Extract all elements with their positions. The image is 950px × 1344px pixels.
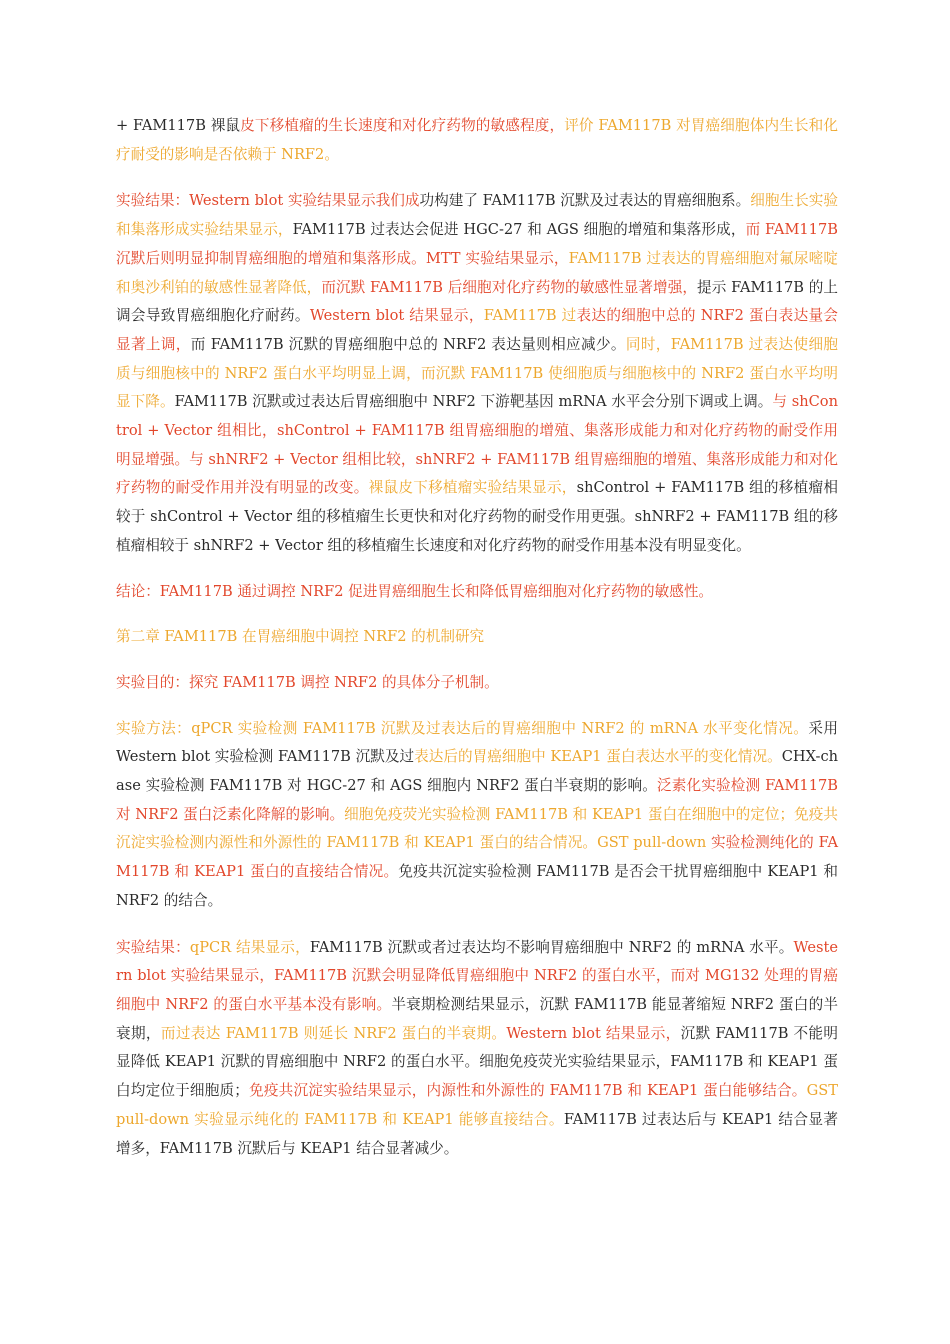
text-run: 同时，FAM117B 过表达使细胞质与细胞核中的 NRF2 蛋白水平均明显上调，而沉默 FAM117B 使细胞质与细胞核中的 NRF2 蛋白水平均明显下降。 <box>116 335 838 411</box>
text-run: 细胞免疫荧光实验检测 FAM117B 和 KEAP1 蛋白在细胞中的定位；免疫共沉淀实验检测内源性和外源性的 FAM117B 和 KEAP1 蛋白的结合情况。GST pull-down <box>116 805 838 852</box>
text-run: FAM117B 沉默或者过表达均不影响胃癌细胞中 NRF2 的 mRNA 水平。 <box>309 938 794 956</box>
document-page <box>116 112 838 1163</box>
text-run: 免疫共沉淀实验结果显示，内源性和外源性的 FAM117B 和 KEAP1 蛋白能够结合。 <box>248 1082 807 1100</box>
text-run: 皮下移植瘤的生长速度和对化疗药物的敏感程度， <box>240 117 565 134</box>
text-run: + FAM117B 裸鼠 <box>116 117 241 134</box>
text-run: 采用 Western blot 实验检测 FAM117B 沉默及过 <box>116 719 838 766</box>
text-run: FAM117B 沉默或过表达后胃癌细胞中 NRF2 下游靶基因 mRNA 水平会分别下调或上调。 <box>174 393 773 411</box>
text-run: FAM117B 过表达的胃癌细胞对氟尿嘧啶和奥沙利铂的敏感性显著降低， <box>116 249 838 296</box>
text-run: CHX-chase 实验检测 FAM117B 对 HGC-27 和 AGS 细胞内 NRF2 蛋白半衰期的影响。 <box>116 748 839 795</box>
text-run: 提示 FAM117B 的上调会导致胃癌细胞化疗耐药。 <box>116 278 838 325</box>
text-run: 而过表达 FAM117B 则延长 NRF2 蛋白的半衰期。 <box>160 1024 507 1042</box>
text-run: 而 FAM117B 沉默后则明显抑制胃癌细胞的增殖和集落形成。MTT 实验结果显示， <box>116 221 838 267</box>
text-run: 免疫共沉淀实验检测 FAM117B 是否会干扰胃癌细胞中 KEAP1 和 NRF2 的结合。 <box>116 863 839 909</box>
text-run: Western blot 结果显示， <box>309 307 484 325</box>
text-run: 第二章 FAM117B 在胃癌细胞中调控 NRF2 的机制研究 <box>116 628 485 646</box>
text-run: 半衰期检测结果显示，沉默 FAM117B 能显著缩短 NRF2 蛋白的半衰期， <box>116 995 838 1042</box>
text-run: Western blot 实验结果显示，FAM117B 沉默会明显降低胃癌细胞中 NRF2 的蛋白水平，而对 MG132 处理的胃癌细胞中 NRF2 的蛋白水平基本没有影响。 <box>116 938 838 1013</box>
text-run: 而 FAM117B 沉默的胃癌细胞中总的 NRF2 表达量则相应减少。 <box>190 335 626 353</box>
paragraph-ch2-methods <box>116 715 838 916</box>
paragraph-ch1-methods-tail <box>116 112 838 169</box>
text-run: FAM117B 过表达会促进 HGC-27 和 AGS 细胞的增殖和集落形成， <box>292 221 746 239</box>
text-run: 结论：FAM117B 通过调控 NRF2 促进胃癌细胞生长和降低胃癌细胞对化疗药物的敏感性。 <box>116 582 714 600</box>
text-run: Western blot 结果显示， <box>506 1024 681 1042</box>
text-run: 评价 FAM117B 对胃癌细胞体内生长和化疗耐受的影响是否依赖于 NRF2。 <box>116 117 838 163</box>
text-run: 与 shControl + Vector 组相比，shControl + FAM117B 组胃癌细胞的增殖、集落形成能力和对化疗药物的耐受作用明显增强。与 shNRF2 + Vector 组相比较，shNRF2 + FAM117B 组胃癌细胞的增殖、集落形成能力和对化疗药物的耐受作用并没有明显的改变。 <box>116 393 838 497</box>
paragraph-ch1-conclusion <box>116 578 838 607</box>
text-run: 实验结果： <box>116 938 190 956</box>
text-run: 而沉默 FAM117B 后细胞对化疗药物的敏感性显著增强， <box>321 278 698 296</box>
paragraph-ch1-results <box>116 187 838 560</box>
text-run: 细胞生长实验和集落形成实验结果显示， <box>116 192 838 239</box>
text-run: 实验结果：Western blot 实验结果显示我们成 <box>116 192 420 210</box>
text-run: 实验检测纯化的 FAM117B 和 KEAP1 蛋白的直接结合情况。 <box>116 834 838 881</box>
paragraph-ch2-results <box>116 934 838 1164</box>
text-run: 表达后的胃癌细胞中 KEAP1 蛋白表达水平的变化情况。 <box>414 748 782 766</box>
text-run: FAM117B 过表达后与 KEAP1 结合显著增多，FAM117B 沉默后与 KEAP1 结合显著减少。 <box>116 1110 838 1157</box>
text-run: 沉默 FAM117B 不能明显降低 KEAP1 沉默的胃癌细胞中 NRF2 的蛋白水平。细胞免疫荧光实验结果显示，FAM117B 和 KEAP1 蛋白均定位于细胞质； <box>116 1024 838 1100</box>
text-run: 裸鼠皮下移植瘤实验结果显示， <box>368 479 577 497</box>
text-run: 功构建了 FAM117B 沉默及过表达的胃癌细胞系。 <box>419 192 751 210</box>
text-run: 实验方法：qPCR 实验检测 FAM117B 沉默及过表达后的胃癌细胞中 NRF2 的 mRNA 水平变化情况。 <box>116 719 809 737</box>
text-run: FAM117B 过 <box>483 307 577 325</box>
chapter-2-title <box>116 623 838 652</box>
text-run: GST pull-down 实验显示纯化的 FAM117B 和 KEAP1 能够直接结合。 <box>116 1082 838 1128</box>
text-run: shControl + FAM117B 组的移植瘤相较于 shControl + Vector 组的移植瘤生长更快和对化疗药物的耐受作用更强。shNRF2 + FAM117B 组的移植瘤相较于 shNRF2 + Vector 组的移植瘤生长速度和对化疗药物的耐受作用基本没有明显变化。 <box>116 479 838 554</box>
text-run: 泛素化实验检测 FAM117B 对 NRF2 蛋白泛素化降解的影响。 <box>116 777 838 823</box>
paragraph-ch2-aim <box>116 669 838 698</box>
text-run: 表达的细胞中总的 NRF2 蛋白表达量会显著上调， <box>116 307 838 353</box>
text-run: qPCR 结果显示， <box>189 938 310 956</box>
text-run: 实验目的：探究 FAM117B 调控 NRF2 的具体分子机制。 <box>116 673 499 691</box>
